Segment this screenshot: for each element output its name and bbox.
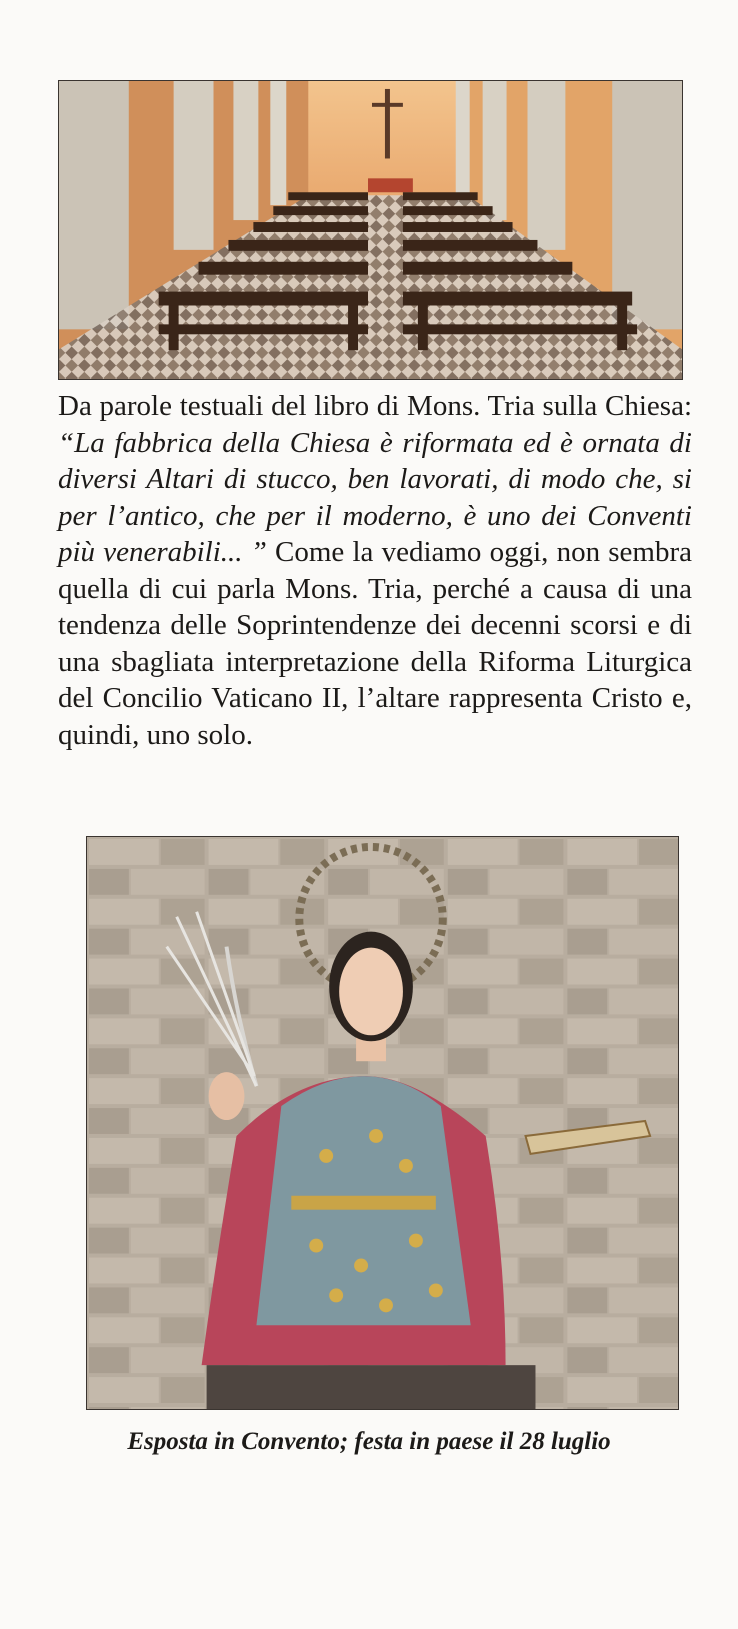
statue-illustration — [87, 837, 678, 1409]
intro-text: Da parole testuali del libro di Mons. Tria sulla Chiesa: — [58, 390, 692, 422]
saint-statue-photo — [86, 836, 679, 1410]
rest-text: Come la vediamo oggi, non sembra quella di cui parla Mons. Tria, perché a causa di una tendenza delle Soprintendenze dei decenni scorsi e di una sbagliata interpretazione della Riforma Liturgica del Concilio Vaticano II, l’altare rappresenta Cristo e, quindi, uno solo. — [58, 536, 692, 751]
photo-caption: Esposta in Convento; festa in paese il 28 luglio — [127, 1428, 611, 1455]
body-paragraph — [58, 388, 692, 753]
church-interior-photo — [58, 80, 683, 380]
church-interior-illustration — [59, 81, 682, 379]
quote-text: “La fabbrica della Chiesa è riformata ed è ornata di diversi Altari di stucco, ben lavorati, di modo che, si per l’antico, che per il moderno, è uno dei Conventi più venerabili... ” — [58, 426, 692, 568]
